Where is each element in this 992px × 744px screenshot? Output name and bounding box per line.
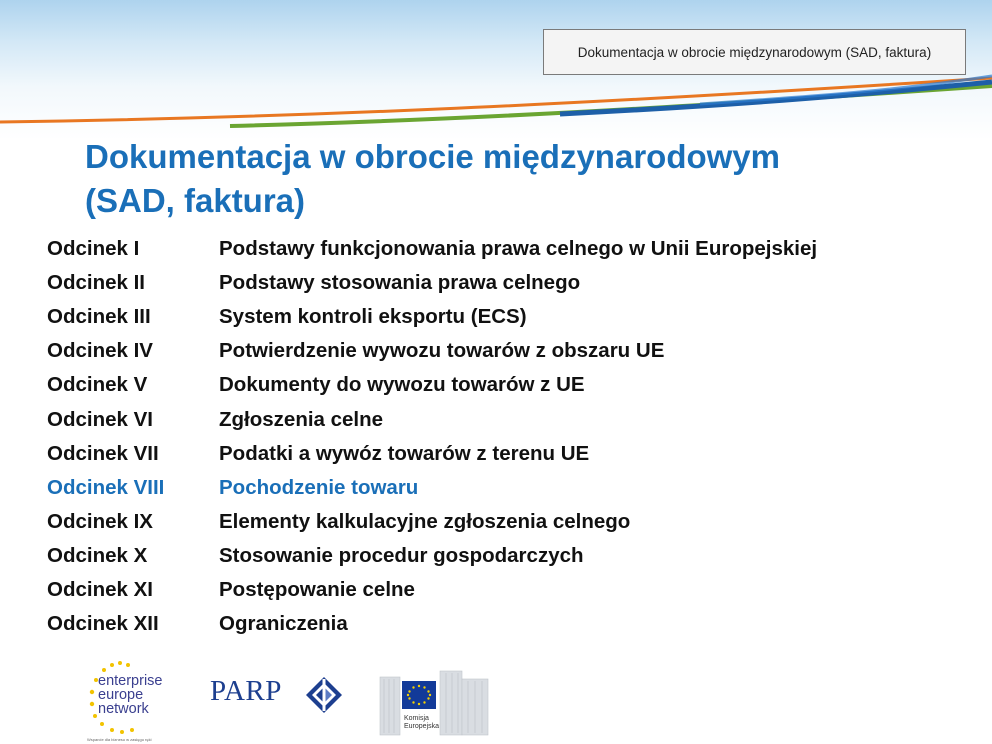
toc-item <box>47 573 977 607</box>
ke-wordmark <box>404 715 439 731</box>
slide-title-line1: Dokumentacja w obrocie międzynarodowym <box>85 138 780 175</box>
toc-item-label: Pochodzenie towaru <box>219 475 419 499</box>
toc-item-number: Odcinek V <box>47 373 148 397</box>
een-tagline: Wsparcie dla biznesu w zasięgu ręki <box>87 737 152 742</box>
toc-item <box>47 232 977 266</box>
footer-logos <box>0 655 992 744</box>
toc-item <box>47 368 977 402</box>
toc-item-number: Odcinek III <box>47 305 151 329</box>
parp-wordmark: PARP <box>210 675 282 707</box>
toc-item-label: Zgłoszenia celne <box>219 407 384 431</box>
toc-item-label: Postępowanie celne <box>219 577 415 601</box>
toc-item-number: Odcinek IX <box>47 509 153 533</box>
ke-line1: Komisja <box>404 715 429 722</box>
parp-logo <box>210 675 350 715</box>
toc-item-active <box>47 471 977 505</box>
enterprise-europe-network-logo <box>84 660 174 740</box>
toc-item <box>47 402 977 436</box>
toc-item-label: Dokumenty do wywozu towarów z UE <box>219 373 585 397</box>
header-title-text: Dokumentacja w obrocie międzynarodowym (SAD, faktura) <box>577 44 932 60</box>
toc-item-label: Potwierdzenie wywozu towarów z obszaru UE <box>219 339 665 363</box>
toc-item <box>47 437 977 471</box>
toc-item-number: Odcinek IV <box>47 339 153 363</box>
toc-item-label: Podstawy stosowania prawa celnego <box>219 271 581 295</box>
toc-item <box>47 539 977 573</box>
toc-item-label: Podstawy funkcjonowania prawa celnego w Unii Europejskiej <box>219 237 818 261</box>
parp-arrows-icon <box>304 675 344 715</box>
toc-item-number: Odcinek XII <box>47 612 159 636</box>
een-line3: network <box>98 701 149 717</box>
table-of-contents <box>47 232 977 641</box>
header-title-box <box>543 29 966 75</box>
toc-item-number: Odcinek VII <box>47 441 159 465</box>
european-commission-logo <box>376 657 501 742</box>
toc-item-label: Stosowanie procedur gospodarczych <box>219 543 584 567</box>
toc-item-number: Odcinek II <box>47 271 145 295</box>
slide-title-line2: (SAD, faktura) <box>85 182 306 219</box>
toc-item-number: Odcinek I <box>47 237 140 261</box>
toc-item <box>47 266 977 300</box>
een-line1: enterprise <box>98 673 163 689</box>
toc-item-number: Odcinek VI <box>47 407 153 431</box>
toc-item <box>47 300 977 334</box>
toc-item-label: Elementy kalkulacyjne zgłoszenia celnego <box>219 509 631 533</box>
toc-item-number: Odcinek X <box>47 543 148 567</box>
toc-item-number: Odcinek VIII <box>47 475 165 499</box>
toc-item-label: Podatki a wywóz towarów z terenu UE <box>219 441 590 465</box>
ke-line2: Europejska <box>404 723 440 730</box>
toc-item <box>47 505 977 539</box>
een-line2: europe <box>98 687 144 703</box>
toc-item <box>47 334 977 368</box>
toc-item-number: Odcinek XI <box>47 577 153 601</box>
toc-item <box>47 607 977 641</box>
toc-item-label: System kontroli eksportu (ECS) <box>219 305 527 329</box>
slide-title <box>85 135 965 223</box>
een-wordmark <box>98 674 162 716</box>
toc-item-label: Ograniczenia <box>219 612 348 636</box>
